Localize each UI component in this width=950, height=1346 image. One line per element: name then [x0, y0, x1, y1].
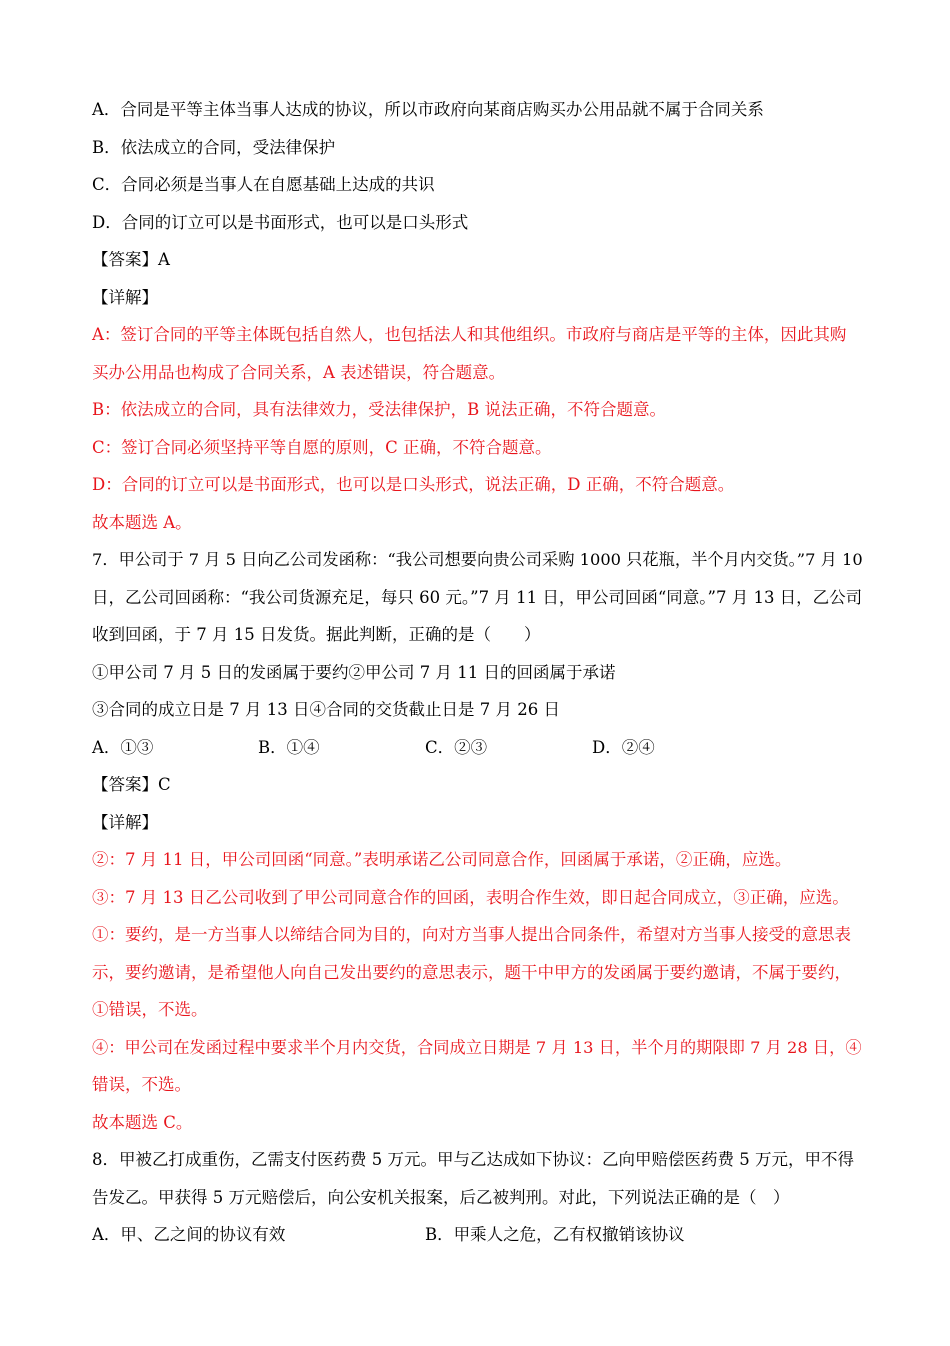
q7-stem-line: 7．甲公司于 7 月 5 日向乙公司发函称：“我公司想要向贵公司采购 1000 只花瓶，半个月内交货。”7 月 10 — [92, 550, 863, 569]
q8-stem-line: 8．甲被乙打成重伤，乙需支付医药费 5 万元。甲与乙达成如下协议：乙向甲赔偿医药费 5 万元，甲不得 — [92, 1150, 854, 1169]
q7-option-d: D．②④ — [592, 738, 655, 757]
q6-explanation-line: 买办公用品也构成了合同关系，A 表述错误，符合题意。 — [92, 363, 506, 382]
q7-explanation-line: 示，要约邀请，是希望他人向自己发出要约的意思表示，题干中甲方的发函属于要约邀请，不属于要约， — [92, 963, 851, 982]
q7-explanation-line: ①：要约，是一方当事人以缔结合同为目的，向对方当事人提出合同条件，希望对方当事人接受的意思表 — [92, 925, 851, 944]
q6-option-c: C．合同必须是当事人在自愿基础上达成的共识 — [92, 175, 435, 194]
q7-stem-line: 收到回函，于 7 月 15 日发货。据此判断，正确的是（ ） — [92, 625, 541, 644]
q7-statement-line: ③合同的成立日是 7 月 13 日④合同的交货截止日是 7 月 26 日 — [92, 700, 560, 719]
q6-answer: 【答案】A — [92, 250, 170, 269]
q6-conclusion: 故本题选 A。 — [92, 513, 192, 532]
q7-option-a: A．①③ — [92, 738, 154, 757]
q8-option-a: A．甲、乙之间的协议有效 — [92, 1225, 286, 1244]
q7-conclusion: 故本题选 C。 — [92, 1113, 193, 1132]
q6-option-a: A．合同是平等主体当事人达成的协议，所以市政府向某商店购买办公用品就不属于合同关系 — [92, 100, 764, 119]
q7-stem-line: 日，乙公司回函称：“我公司货源充足，每只 60 元。”7 月 11 日，甲公司回函“同意。”7 月 13 日，乙公司 — [92, 588, 863, 607]
q6-explanation-line: B：依法成立的合同，具有法律效力，受法律保护，B 说法正确，不符合题意。 — [92, 400, 666, 419]
q7-detail-label: 【详解】 — [92, 813, 158, 832]
q6-detail-label: 【详解】 — [92, 288, 158, 307]
q8-stem-line: 告发乙。甲获得 5 万元赔偿后，向公安机关报案，后乙被判刑。对此，下列说法正确的是（ ） — [92, 1188, 790, 1207]
q6-option-d: D．合同的订立可以是书面形式，也可以是口头形式 — [92, 213, 469, 232]
q6-explanation-line: A：签订合同的平等主体既包括自然人，也包括法人和其他组织。市政府与商店是平等的主体，因此其购 — [92, 325, 847, 344]
q6-explanation-line: C：签订合同必须坚持平等自愿的原则，C 正确，不符合题意。 — [92, 438, 552, 457]
q7-option-b: B．①④ — [258, 738, 320, 757]
q7-explanation-line: 错误，不选。 — [92, 1075, 191, 1094]
q7-option-c: C．②③ — [425, 738, 488, 757]
q7-answer: 【答案】C — [92, 775, 171, 794]
q7-explanation-line: ④：甲公司在发函过程中要求半个月内交货，合同成立日期是 7 月 13 日，半个月的期限即 7 月 28 日，④ — [92, 1038, 862, 1057]
q7-explanation-line: ①错误，不选。 — [92, 1000, 208, 1019]
q7-statement-line: ①甲公司 7 月 5 日的发函属于要约②甲公司 7 月 11 日的回函属于承诺 — [92, 663, 616, 682]
q6-explanation-line: D：合同的订立可以是书面形式，也可以是口头形式，说法正确，D 正确，不符合题意。 — [92, 475, 735, 494]
q7-explanation-line: ②：7 月 11 日，甲公司回函“同意。”表明承诺乙公司同意合作，回函属于承诺，②正确，应选。 — [92, 850, 792, 869]
q6-option-b: B．依法成立的合同，受法律保护 — [92, 138, 336, 157]
q8-option-b: B．甲乘人之危，乙有权撤销该协议 — [425, 1225, 685, 1244]
q7-explanation-line: ③：7 月 13 日乙公司收到了甲公司同意合作的回函，表明合作生效，即日起合同成立，③正确，应选。 — [92, 888, 849, 907]
